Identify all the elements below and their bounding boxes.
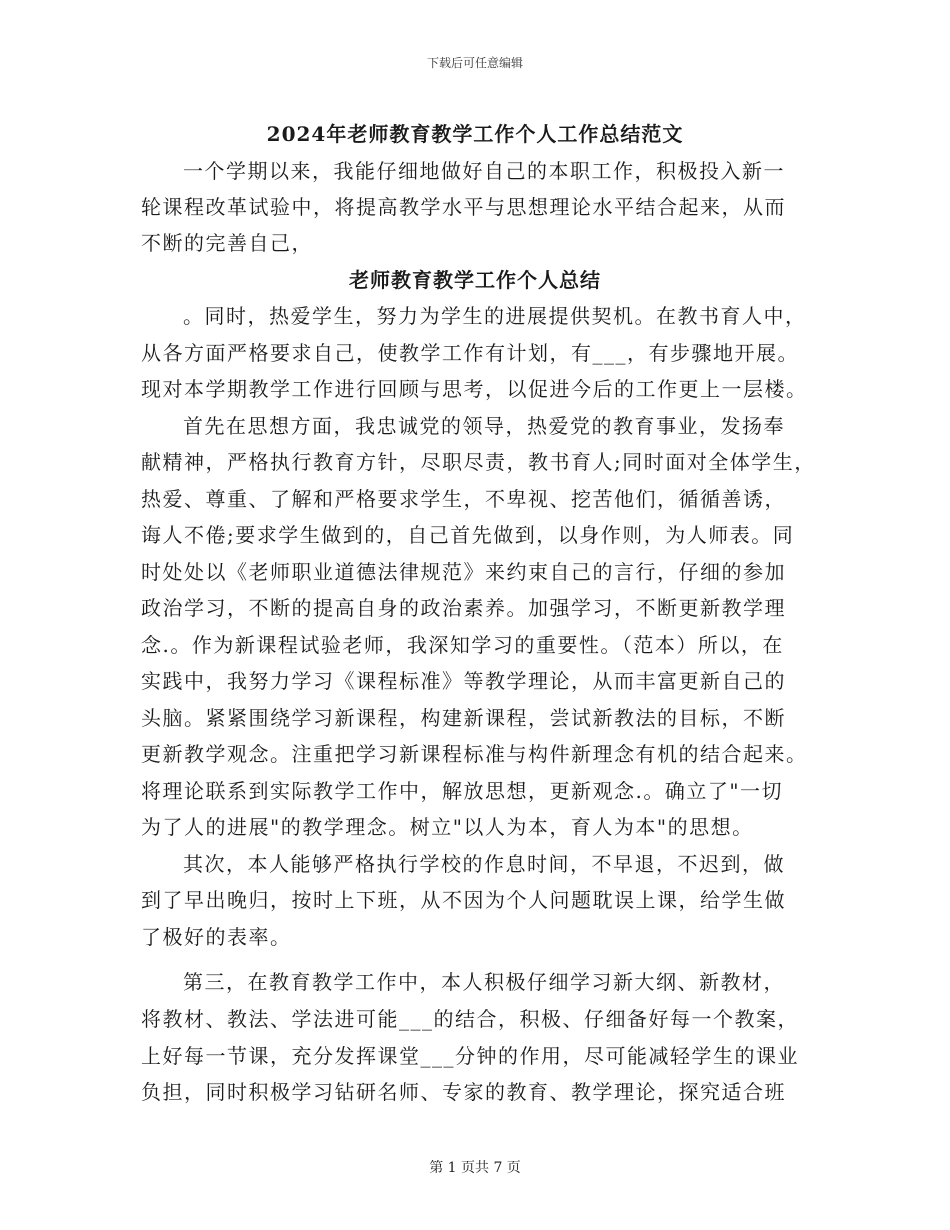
section-subtitle: 老师教育教学工作个人总结 (349, 268, 601, 292)
para-line: 负担，同时积极学习钻研名师、专家的教育、教学理论，探究适合班 (141, 1080, 786, 1104)
para-line: 轮课程改革试验中，将提高教学水平与思想理论水平结合起来，从而 (141, 195, 786, 219)
para-line: 政治学习，不断的提高自身的政治素养。加强学习，不断更新教学理 (141, 596, 786, 620)
para-line: 不断的完善自己， (141, 231, 313, 255)
page-title: 2024年老师教育教学工作个人工作总结范文 (266, 122, 684, 146)
para-line: 上好每一节课，充分发挥课堂___分钟的作用，尽可能减轻学生的课业 (141, 1044, 799, 1068)
para-line: 为了人的进展"的教学理念。树立"以人为本，育人为本"的思想。 (141, 815, 754, 839)
para-line: 现对本学期教学工作进行回顾与思考，以促进今后的工作更上一层楼。 (141, 377, 808, 401)
para-line: 时处处以《老师职业道德法律规范》来约束自己的言行，仔细的参加 (141, 560, 786, 584)
para-line: 头脑。紧紧围绕学习新课程，构建新课程，尝试新教法的目标，不断 (141, 706, 786, 730)
para-line: 到了早出晚归，按时上下班，从不因为个人问题耽误上课，给学生做 (141, 888, 786, 912)
para-line: 更新教学观念。注重把学习新课程标准与构件新理念有机的结合起来。 (141, 742, 808, 766)
para-line: 第三，在教育教学工作中，本人积极仔细学习新大纲、新教材， (183, 970, 785, 994)
para-line: 一个学期以来，我能仔细地做好自己的本职工作，积极投入新一 (183, 159, 785, 183)
para-line: 将理论联系到实际教学工作中，解放思想，更新观念.。确立了"一切 (141, 779, 784, 803)
para-line: 献精神，严格执行教育方针，尽职尽责，教书育人;同时面对全体学生， (141, 450, 816, 474)
para-line: 实践中，我努力学习《课程标准》等教学理论，从而丰富更新自己的 (141, 669, 786, 693)
para-line: 念.。作为新课程试验老师，我深知学习的重要性。（范本）所以，在 (141, 633, 784, 657)
download-note: 下载后可任意编辑 (426, 56, 523, 70)
para-line: 其次，本人能够严格执行学校的作息时间，不早退，不迟到，做 (183, 852, 785, 876)
para-line: 首先在思想方面，我忠诚党的领导，热爱党的教育事业，发扬奉 (183, 414, 785, 438)
para-line: 将教材、教法、学法进可能___的结合，积极、仔细备好每一个教案， (141, 1007, 799, 1031)
para-line: 。同时，热爱学生，努力为学生的进展提供契机。在教书育人中， (183, 304, 807, 328)
page-number: 第 1 页共 7 页 (429, 1160, 521, 1176)
para-line: 了极好的表率。 (141, 925, 292, 949)
para-line: 诲人不倦;要求学生做到的，自己首先做到，以身作则，为人师表。同 (141, 523, 795, 547)
para-line: 从各方面严格要求自己，使教学工作有计划，有___，有步骤地开展。 (141, 341, 799, 365)
para-line: 热爱、尊重、了解和严格要求学生，不卑视、挖苦他们，循循善诱， (141, 487, 786, 511)
